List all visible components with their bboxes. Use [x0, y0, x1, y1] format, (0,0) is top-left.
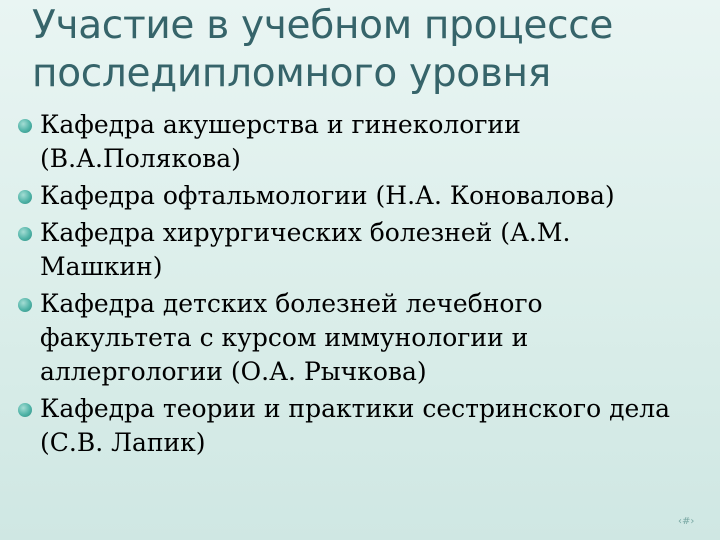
bullet-icon [18, 190, 32, 204]
bullet-list [18, 108, 698, 463]
slide-number: ‹#› [678, 516, 695, 527]
bullet-item [18, 392, 698, 460]
bullet-text: Кафедра детских болезней лечебного факультета с курсом иммунологии и аллергологии (О.А. Рычкова) [40, 289, 543, 386]
bullet-text: Кафедра акушерства и гинекологии (В.А.Полякова) [40, 110, 521, 173]
bullet-text: Кафедра хирургических болезней (А.М. Машкин) [40, 218, 571, 281]
bullet-icon [18, 403, 32, 417]
bullet-icon [18, 227, 32, 241]
bullet-item [18, 287, 698, 389]
bullet-icon [18, 119, 32, 133]
slide-title: Участие в учебном процессе последипломного уровня [32, 3, 614, 96]
bullet-text: Кафедра офтальмологии (Н.А. Коновалова) [40, 181, 615, 210]
bullet-item [18, 179, 698, 213]
bullet-item [18, 108, 698, 176]
bullet-icon [18, 298, 32, 312]
bullet-text: Кафедра теории и практики сестринского дела (С.В. Лапик) [40, 394, 671, 457]
bullet-item [18, 216, 698, 284]
